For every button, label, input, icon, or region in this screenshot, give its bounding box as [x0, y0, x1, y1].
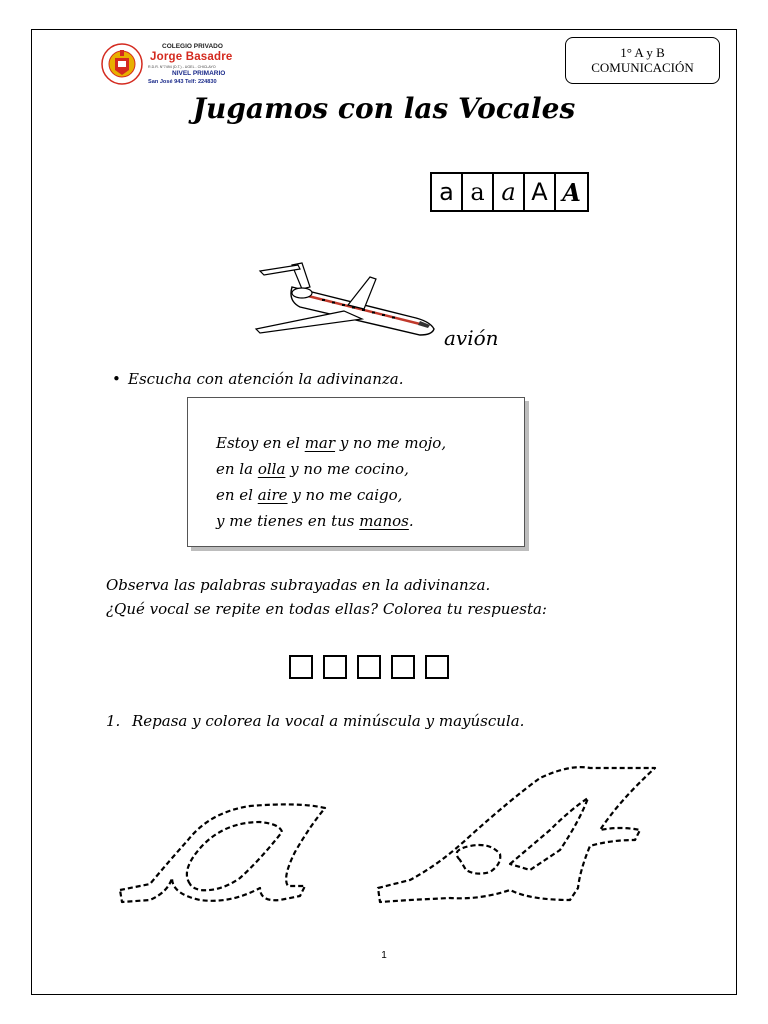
tracing-letters: [110, 760, 670, 920]
answer-box[interactable]: [391, 655, 415, 679]
underlined-word: olla: [257, 460, 286, 478]
answer-box[interactable]: [357, 655, 381, 679]
page-number: 1: [381, 950, 387, 961]
observe-line: ¿Qué vocal se repite en todas ellas? Colorea tu respuesta:: [106, 600, 547, 618]
answer-box[interactable]: [425, 655, 449, 679]
exercise-text: Repasa y colorea la vocal a minúscula y mayúscula.: [132, 712, 525, 730]
underlined-word: mar: [304, 434, 336, 452]
underlined-word: aire: [257, 486, 288, 504]
school-logo: [100, 40, 260, 92]
riddle-line: Estoy en el mar y no me mojo,: [216, 434, 447, 452]
grade-label: 1° A y B: [620, 45, 665, 60]
picture-word: avión: [444, 326, 499, 350]
school-line1: COLEGIO PRIVADO: [162, 43, 223, 50]
observe-instruction: [106, 573, 547, 621]
letter-variant: A: [562, 177, 581, 207]
answer-box[interactable]: [323, 655, 347, 679]
school-seal-icon: [100, 42, 144, 86]
letter-variant: A: [525, 174, 556, 210]
trace-uppercase-a: [378, 767, 655, 902]
observe-line: Observa las palabras subrayadas en la adivinanza.: [106, 576, 491, 594]
trace-lowercase-a: [120, 804, 325, 902]
letter-variant: a: [432, 174, 463, 210]
letter-variants-strip: [430, 172, 589, 212]
answer-boxes: [289, 655, 449, 679]
riddle-line: en el aire y no me caigo,: [216, 486, 403, 504]
page-title: Jugamos con las Vocales: [192, 92, 576, 125]
riddle-box: [187, 397, 525, 547]
riddle-text: [216, 430, 446, 534]
school-address: San José 943 Telf: 224830: [148, 79, 217, 85]
instruction-listen: [112, 370, 404, 388]
answer-box[interactable]: [289, 655, 313, 679]
exercise-number: 1.: [106, 712, 121, 730]
letter-variant: a: [463, 174, 494, 210]
bullet-icon: •: [112, 370, 121, 388]
underlined-word: manos: [359, 512, 409, 530]
riddle-line: y me tienes en tus manos.: [216, 512, 414, 530]
grade-subject-box: [565, 37, 720, 84]
school-level: NIVEL PRIMARIO: [172, 70, 226, 77]
letter-variant: a: [494, 174, 525, 210]
subject-label: COMUNICACIÓN: [591, 60, 694, 75]
airplane-illustration: [252, 255, 442, 340]
instruction-listen-text: Escucha con atención la adivinanza.: [128, 370, 404, 388]
exercise-instruction: [106, 712, 524, 730]
school-name: Jorge Basadre: [150, 51, 233, 63]
riddle-line: en la olla y no me cocino,: [216, 460, 409, 478]
school-info: R.D.R. N°7494 (D.T.) - UGEL - CHICLAYO: [148, 65, 216, 69]
